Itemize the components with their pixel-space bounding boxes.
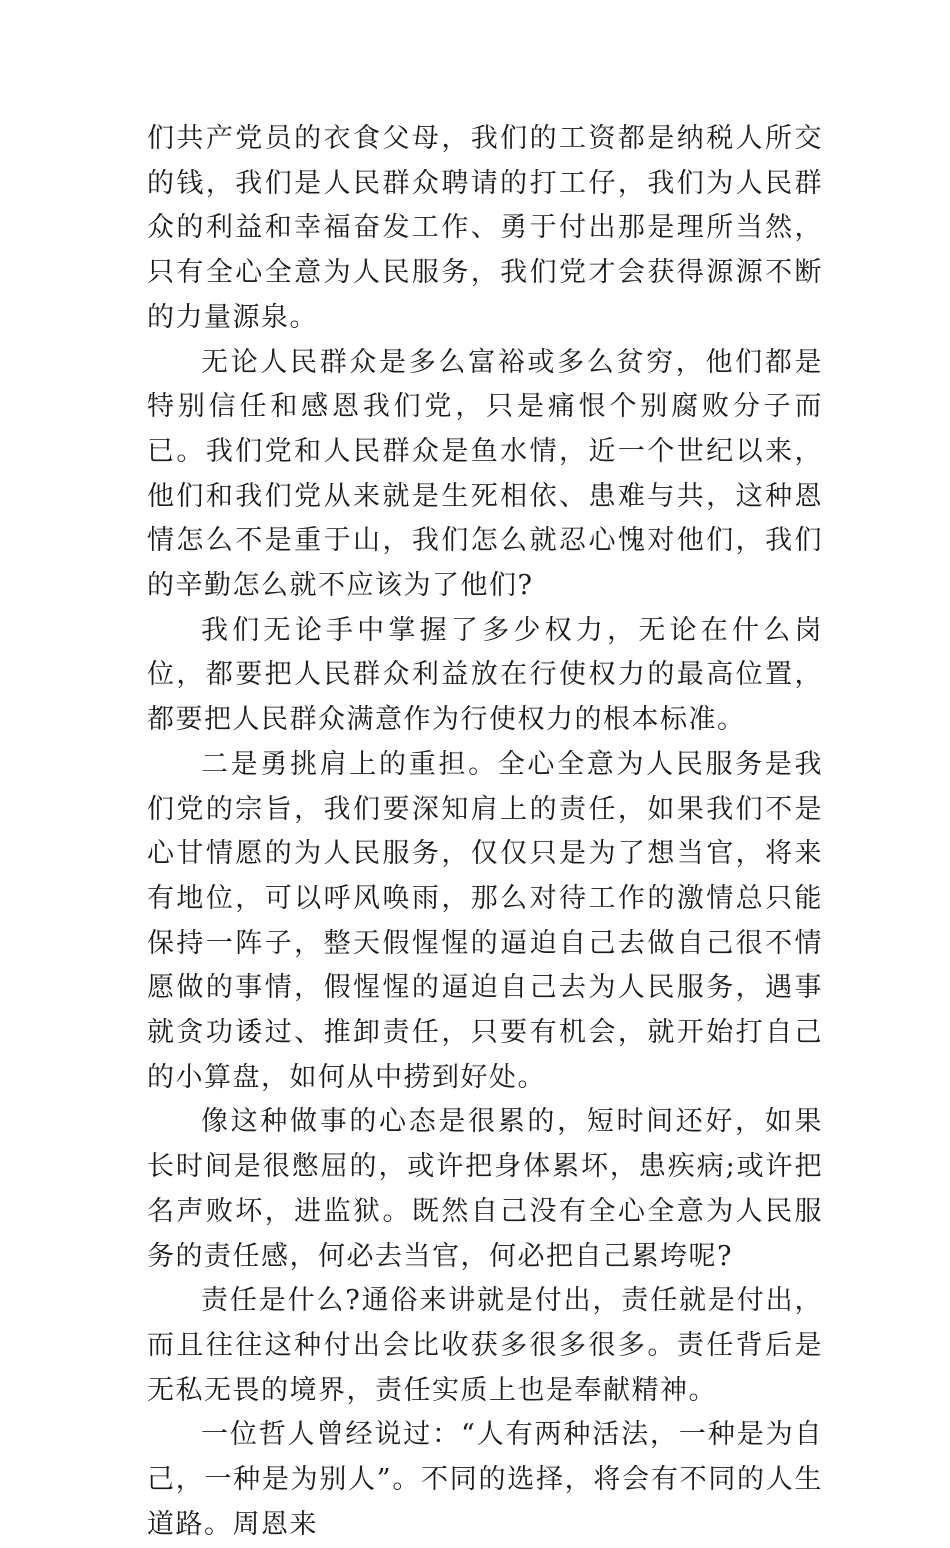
document-body xyxy=(147,117,823,1548)
paragraph-2: 无论人民群众是多么富裕或多么贫穷，他们都是特别信任和感恩我们党，只是痛恨个别腐败分子而已。我们党和人民群众是鱼水情，近一个世纪以来，他们和我们党从来就是生死相依、患难与共，这种恩情怎么不是重于山，我们怎么就忍心愧对他们，我们的辛勤怎么就不应该为了他们? xyxy=(147,346,823,602)
paragraph-5: 像这种做事的心态是很累的，短时间还好，如果长时间是很憋屈的，或许把身体累坏，患疾病;或许把名声败坏，进监狱。既然自己没有全心全意为人民服务的责任感，何必去当官，何必把自己累垮呢? xyxy=(147,1106,823,1272)
paragraph-4: 二是勇挑肩上的重担。全心全意为人民服务是我们党的宗旨，我们要深知肩上的责任，如果我们不是心甘情愿的为人民服务，仅仅只是为了想当官，将来有地位，可以呼风唤雨，那么对待工作的激情总只能保持一阵子，整天假惺惺的逼迫自己去做自己很不情愿做的事情，假惺惺的逼迫自己去为人民服务，遇事就贪功诿过、推卸责任，只要有机会，就开始打自己的小算盘，如何从中捞到好处。 xyxy=(147,748,823,1093)
paragraph-7: 一位哲人曾经说过：“人有两种活法，一种是为自己，一种是为别人”。不同的选择，将会有不同的人生道路。周恩来 xyxy=(147,1419,823,1540)
paragraph-1: 们共产党员的衣食父母，我们的工资都是纳税人所交的钱，我们是人民群众聘请的打工仔，我们为人民群众的利益和幸福奋发工作、勇于付出那是理所当然，只有全心全意为人民服务，我们党才会获得源源不断的力量源泉。 xyxy=(147,123,823,333)
paragraph-6: 责任是什么?通俗来讲就是付出，责任就是付出，而且往往这种付出会比收获多很多很多。责任背后是无私无畏的境界，责任实质上也是奉献精神。 xyxy=(147,1285,823,1406)
paragraph-3: 我们无论手中掌握了多少权力，无论在什么岗位，都要把人民群众利益放在行使权力的最高位置，都要把人民群众满意作为行使权力的根本标准。 xyxy=(147,614,823,736)
